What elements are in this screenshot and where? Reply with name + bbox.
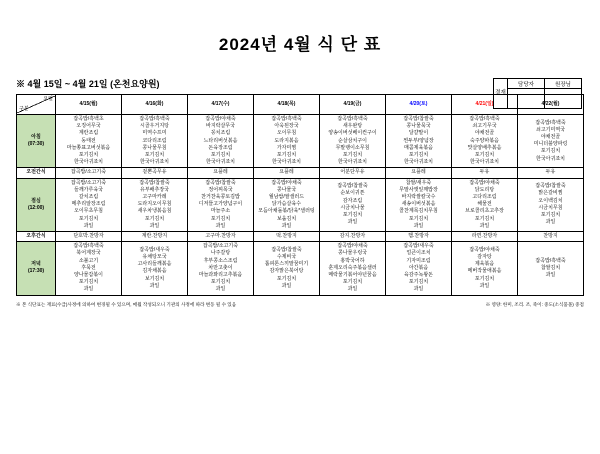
menu-item: 코다리조림 (142, 137, 167, 144)
menu-item: 포기김치 (540, 212, 561, 219)
menu-item: 찬거찬육콩토김밥 (201, 194, 240, 201)
menu-item: 잡곡밥/새우죽 (139, 246, 170, 253)
menu-cell (320, 168, 386, 178)
menu-item: 잡곡밥/야채죽 (205, 116, 236, 122)
menu-item: 한국아귀죠치 (272, 159, 301, 166)
menu-item: 도라지볶음 (274, 137, 299, 144)
menu-item: 한국아귀죠치 (140, 159, 169, 166)
menu-cell (56, 232, 122, 242)
menu-item: 과일 (149, 222, 160, 229)
menu-document (0, 30, 600, 454)
menu-item: 라면.찬방자 (471, 233, 498, 240)
menu-item: 과일 (545, 272, 556, 279)
menu-item: 보기김치 (144, 275, 165, 282)
menu-cell (56, 168, 122, 178)
menu-item: 훈제오리숙주볶음샐러 (328, 264, 377, 271)
menu-item: 나주갈탕 (210, 250, 231, 257)
menu-item: 디저뜰고가양념구이 (198, 201, 243, 208)
menu-item: 과일 (83, 286, 94, 293)
menu-item: 잡곡밥/야채죽 (271, 179, 302, 186)
footer-note-left: ※ 본 식단표는 재료(수급)사정에 의하여 변경될 수 있으며, 매월 작성되오니 기관의 사정에 따라 변동 될 수 있음 (16, 301, 237, 307)
menu-item: 포기김치 (540, 148, 561, 155)
menu-item: 잡곡밥/찹쌀죽 (271, 246, 302, 253)
menu-cell (122, 242, 188, 295)
approval-value-staff[interactable] (508, 89, 545, 109)
day-header-3: 4/18(목) (254, 95, 320, 115)
menu-cell (56, 178, 122, 231)
menu-item: 숙주양파볶음 (470, 137, 499, 144)
menu-item: 포기김치 (144, 215, 165, 222)
menu-item: 과일 (413, 286, 424, 293)
menu-cell (122, 178, 188, 231)
menu-item: 잡곡밥/야채죽 (337, 243, 368, 250)
menu-item: 수제비국 (276, 254, 297, 261)
menu-item: 잡곡밥/소고기죽 (202, 243, 239, 250)
menu-item: 과일 (281, 222, 292, 229)
menu-item: 무말랭이소무침 (335, 144, 370, 151)
menu-item: 새우차냉볶음침 (137, 208, 172, 215)
menu-cell (188, 168, 254, 178)
menu-item: 잡곡밥/찹쌀죽 (535, 183, 566, 190)
row-label-line1: 아침 (31, 134, 41, 140)
menu-item: 과일 (347, 286, 358, 293)
menu-item: 과일 (215, 286, 226, 293)
menu-item: 도라지오이무침 (137, 201, 172, 208)
menu-cell (188, 115, 254, 168)
row-label-line1: 오후간식 (26, 233, 46, 240)
menu-item: 잡곡밥/흑백죽 (535, 119, 566, 126)
menu-item: 잡곡밥/새우죽 (403, 243, 434, 250)
menu-item: 어분단무유 (340, 169, 365, 176)
menu-item: 포기김치 (78, 215, 99, 222)
menu-cell (188, 242, 254, 295)
menu-cell (254, 242, 320, 295)
menu-item: 갈치조림 (78, 194, 99, 201)
menu-item: 포기김치 (474, 275, 495, 282)
menu-item: 보웁김치 (276, 215, 297, 222)
menu-item: 잡곡밥/찹쌀죽 (139, 179, 170, 186)
menu-item: 아욱된장국 (274, 123, 299, 130)
menu-item: 모듬아채돌볶/닭육*샐러팅 (258, 208, 315, 215)
menu-item: 돈육장조림 (208, 144, 233, 151)
menu-item: 오이무초무침 (74, 208, 103, 215)
menu-item: 포기김치 (408, 279, 429, 286)
menu-item: 브로콜리초고추장 (465, 208, 504, 215)
menu-item: 야채전골 (540, 134, 561, 140)
menu-item: 메버작물애볶음 (467, 268, 502, 275)
menu-item: 잡곡밥/야채죽 (469, 246, 500, 253)
menu-item: 한국아귀죠치 (536, 155, 565, 162)
menu-item: 두유 (545, 169, 556, 176)
menu-item: 얼큰이조치 (406, 250, 431, 257)
menu-item: 감지.찬방자 (339, 233, 366, 240)
row-label-line2: (07:30) (27, 141, 45, 148)
menu-item: 순살삼치구이 (338, 137, 367, 144)
menu-item: 포기김치 (474, 215, 495, 222)
approval-box (493, 78, 582, 109)
menu-item: 미니더블양파링 (533, 141, 568, 148)
menu-item: 고다리조림 (472, 194, 497, 201)
menu-cell (518, 242, 584, 295)
row-label-line1: 점심 (31, 197, 41, 204)
day-header-4: 4/19(금) (320, 95, 386, 115)
menu-item: 포기김치 (342, 152, 363, 159)
menu-item: 정어찌목국 (208, 186, 233, 193)
menu-item: 콩나물우렁국 (338, 250, 367, 257)
page-title: 2024년 4월 식 단 표 (218, 35, 382, 54)
row-label-line2: (12:00) (27, 204, 45, 211)
menu-item: 북어계장국 (76, 250, 101, 257)
menu-item: 잡곡밥/흑백죽 (469, 116, 500, 122)
menu-item: 소불고기 (78, 257, 99, 264)
day-header-2: 4/17(수) (188, 95, 254, 115)
menu-cell (386, 232, 452, 242)
row-label-line2: (17:30) (27, 268, 45, 275)
menu-row (17, 242, 584, 295)
menu-item: 과일 (215, 222, 226, 229)
menu-item: 매콤제육볶음 (404, 144, 433, 151)
menu-item: 야채전골 (474, 130, 495, 137)
menu-item: 톱피톤스끼말꿈미기 (264, 261, 309, 268)
menu-item: 포기김치 (276, 275, 297, 282)
menu-item: 찐두부/양념장 (403, 137, 434, 144)
menu-cell (452, 178, 518, 231)
menu-item: 육감주녹왕돈 (404, 272, 433, 279)
menu-cell (518, 232, 584, 242)
menu-item: 과일 (281, 282, 292, 289)
menu-item: 잡곡밥/흑백죽 (535, 257, 566, 264)
menu-item: 유채탕모국 (142, 254, 167, 261)
menu-item: 포기김치 (408, 152, 429, 159)
menu-item: 떡.찬방지 (276, 233, 297, 240)
date-range-subtitle: ※ 4월 15일 ~ 4월 21일 (온천요양원) (16, 79, 160, 89)
menu-item: 맛살양배추볶음 (467, 144, 502, 151)
approval-col-staff: 담당자 (508, 79, 545, 89)
menu-item: 오이무침 (276, 130, 297, 137)
menu-item: 한국아귀죠치 (338, 159, 367, 166)
menu-item: 요플레 (279, 169, 294, 176)
menu-cell (320, 178, 386, 231)
menu-item: 한국아귀죠치 (206, 159, 235, 166)
menu-item: 마늘주소 (210, 208, 231, 215)
menu-item: 시금치나물 (340, 204, 365, 211)
menu-item: 포기김치 (342, 279, 363, 286)
menu-item: 양나물갑볶이 (74, 272, 103, 279)
menu-item: 메추리알장조림 (71, 201, 106, 208)
menu-cell (188, 178, 254, 231)
menu-item: 닭가슴살육수 (272, 201, 301, 208)
menu-cell (122, 232, 188, 242)
menu-item: 포기김치 (210, 215, 231, 222)
corner-label-day: 요일 (43, 96, 53, 102)
menu-item: 바지락살무국 (206, 123, 235, 130)
corner-header (17, 95, 56, 115)
menu-item: 쇠고기무국 (472, 123, 497, 130)
menu-item: 감자탕 (477, 254, 492, 261)
menu-cell (386, 178, 452, 231)
day-header-0: 4/15(월) (56, 95, 122, 115)
menu-item: 고구마.찬방자 (205, 233, 236, 240)
menu-item: 새우완탕 (342, 123, 363, 130)
menu-item: 포기김치 (144, 152, 165, 159)
menu-item: 한국아귀죠치 (74, 159, 103, 166)
menu-item: 마늘쫑표고버섯볶음 (66, 144, 111, 151)
menu-item: 포기김치 (474, 152, 495, 159)
menu-item: 꽁치조림 (210, 130, 231, 137)
menu-cell (452, 242, 518, 295)
menu-item: 새송이버섯볶음 (401, 201, 436, 208)
menu-row (17, 178, 584, 231)
menu-item: 시금치무침 (538, 204, 563, 211)
menu-item: 후묵전 (81, 264, 96, 271)
menu-item: 홍박국어하 (340, 257, 365, 264)
menu-cell (320, 232, 386, 242)
menu-item: 고구마카레 (142, 194, 167, 201)
menu-item: 유부배추장국 (140, 186, 169, 193)
menu-item: 감자조림 (342, 197, 363, 204)
menu-cell (56, 242, 122, 295)
menu-item: 달걀말이 (408, 130, 429, 137)
menu-item: 잡곡밥/찹쌀죽 (337, 183, 368, 190)
menu-item: 아간볶음 (408, 264, 429, 271)
menu-table (16, 94, 584, 296)
row-label-line1: 저녁 (31, 261, 41, 268)
menu-item: 찹쌀/새우죽 (405, 179, 432, 186)
menu-cell (452, 168, 518, 178)
menu-item: 콩나물묵국 (406, 123, 431, 130)
day-header-1: 4/16(화) (122, 95, 188, 115)
menu-item: 요플레 (213, 169, 228, 176)
menu-item: 포기김치 (408, 215, 429, 222)
menu-item: 포기김치 (210, 152, 231, 159)
row-label-line1: 오전간식 (26, 169, 46, 176)
menu-item: 한국아귀죠치 (470, 159, 499, 166)
menu-item: 과일 (413, 222, 424, 229)
menu-cell (452, 115, 518, 168)
menu-item: 제육볶음 (474, 261, 495, 268)
day-header-5: 4/20(토) (386, 95, 452, 115)
menu-item: 과일 (347, 219, 358, 226)
menu-item: 바지락쌀칼국수 (401, 194, 436, 201)
menu-cell (254, 232, 320, 242)
menu-item: 과일 (479, 222, 490, 229)
menu-item: 오이백김치 (538, 197, 563, 204)
menu-item: 잡곡밥/흑백죽 (271, 116, 302, 122)
menu-item: 기자미조림 (406, 257, 431, 264)
menu-cell (254, 178, 320, 231)
menu-item: 감자맑은북어탕 (269, 268, 304, 275)
day-header-6: 4/21(일) (452, 95, 518, 115)
row-label-4 (17, 242, 56, 295)
menu-item: 콩나물무침 (142, 144, 167, 151)
menu-item: 차만고춧이 (208, 264, 233, 271)
row-label-2 (17, 178, 56, 231)
menu-item: 잡곡밥/야채죽 (469, 179, 500, 186)
menu-item: 요플레 (411, 169, 426, 176)
menu-item: 잡곡밥/흑백죽 (337, 116, 368, 122)
menu-row (17, 115, 584, 168)
menu-cell (386, 242, 452, 295)
menu-item: 김자채볶음 (142, 268, 167, 275)
menu-cell (254, 168, 320, 178)
menu-cell (518, 178, 584, 231)
menu-item: 두유 (479, 169, 490, 176)
footer-note-right: ※ 영양: 한미, 조리. 조, 죽이: 중도(소식품몰) 중점 (485, 301, 584, 307)
menu-row (17, 232, 584, 242)
menu-item: 고사리들깨볶음 (137, 261, 172, 268)
menu-cell (56, 115, 122, 168)
menu-item: 한국아귀죠치 (404, 159, 433, 166)
menu-item: 잡곡밥/찹쌀죽 (403, 116, 434, 122)
menu-item: 햄.찬방자 (408, 233, 429, 240)
menu-item: 잡곡밥/흑백죽 (73, 243, 104, 250)
approval-label: 결재 (494, 79, 508, 109)
row-label-3 (17, 232, 56, 242)
menu-cell (320, 242, 386, 295)
menu-cell (518, 115, 584, 168)
menu-cell (188, 232, 254, 242)
menu-item: 가자미찜 (276, 144, 297, 151)
menu-item: 콜찬계목김치무침 (399, 208, 438, 215)
menu-cell (122, 115, 188, 168)
approval-value-director[interactable] (545, 89, 582, 109)
menu-cell (320, 115, 386, 168)
menu-item: 월남쌈/쌀샐러드 (268, 194, 305, 201)
footer-notes (16, 301, 584, 308)
menu-item: 쇠고기미역국 (536, 126, 565, 133)
menu-item: 콩나물국 (276, 186, 297, 193)
menu-item: 잡곡밥/소고기죽 (70, 179, 107, 186)
menu-item: 계란.찬방지 (141, 233, 168, 240)
menu-item: 동태전 (81, 137, 96, 144)
menu-item: 오징어무국 (76, 123, 101, 130)
menu-item: 잡곡밥/흑백죽 (139, 116, 170, 122)
menu-item: 닭도리탕 (474, 186, 495, 193)
menu-cell (254, 115, 320, 168)
menu-item: 포기김치 (78, 152, 99, 159)
menu-item: 무말사깻잎깨밥장 (399, 186, 438, 193)
menu-item: 겉뽄곡무유 (142, 169, 167, 176)
menu-item: 시골우거지탕 (140, 123, 169, 130)
menu-item: 양송이버섯베이컨구이 (328, 130, 377, 137)
menu-item: 과일 (149, 282, 160, 289)
menu-cell (122, 168, 188, 178)
menu-item: 포기김치 (78, 279, 99, 286)
menu-item: 맑은갈비찜 (538, 190, 563, 197)
menu-item: 단호박.찬방자 (73, 233, 104, 240)
menu-cell (386, 115, 452, 168)
approval-table (493, 78, 582, 109)
approval-col-director: 원장님 (545, 79, 582, 89)
menu-item: 과일 (545, 219, 556, 226)
corner-label-type: 구분 (19, 105, 29, 112)
menu-item: 과일 (479, 282, 490, 289)
menu-item: 잡곡밥/소고기죽 (70, 169, 107, 176)
menu-row (17, 168, 584, 178)
menu-item: 후부콩소스조림 (203, 257, 238, 264)
menu-item: 계란조림 (78, 130, 99, 137)
menu-item: 잡곡밥/흑백초 (73, 116, 104, 122)
menu-item: 찬방지 (543, 233, 558, 240)
row-label-0 (17, 115, 56, 168)
menu-cell (452, 232, 518, 242)
menu-item: 들깨가루육국 (74, 186, 103, 193)
menu-item: 과일 (83, 222, 94, 229)
menu-cell (518, 168, 584, 178)
menu-item: 포기김치 (342, 212, 363, 219)
day-header-7: 4/22(월) (518, 95, 584, 115)
menu-item: 포기김치 (210, 279, 231, 286)
row-label-1 (17, 168, 56, 178)
menu-item: 포기김치 (276, 152, 297, 159)
menu-item: 순보이귀픈 (340, 190, 365, 197)
menu-item: 느타리버섯볶음 (203, 137, 238, 144)
menu-item: 미역수프미 (142, 130, 167, 137)
menu-item: 잡곡밥/찹쌀죽 (205, 179, 236, 186)
menu-item: 마늘과꽈리고추볶음 (198, 272, 243, 279)
menu-item: 메락물기볶어야년꿈음 (328, 272, 377, 279)
menu-cell (386, 168, 452, 178)
menu-item: 해물전 (477, 201, 492, 208)
menu-item: 찹쌀김치 (540, 264, 561, 271)
menu-table-body (17, 115, 584, 296)
